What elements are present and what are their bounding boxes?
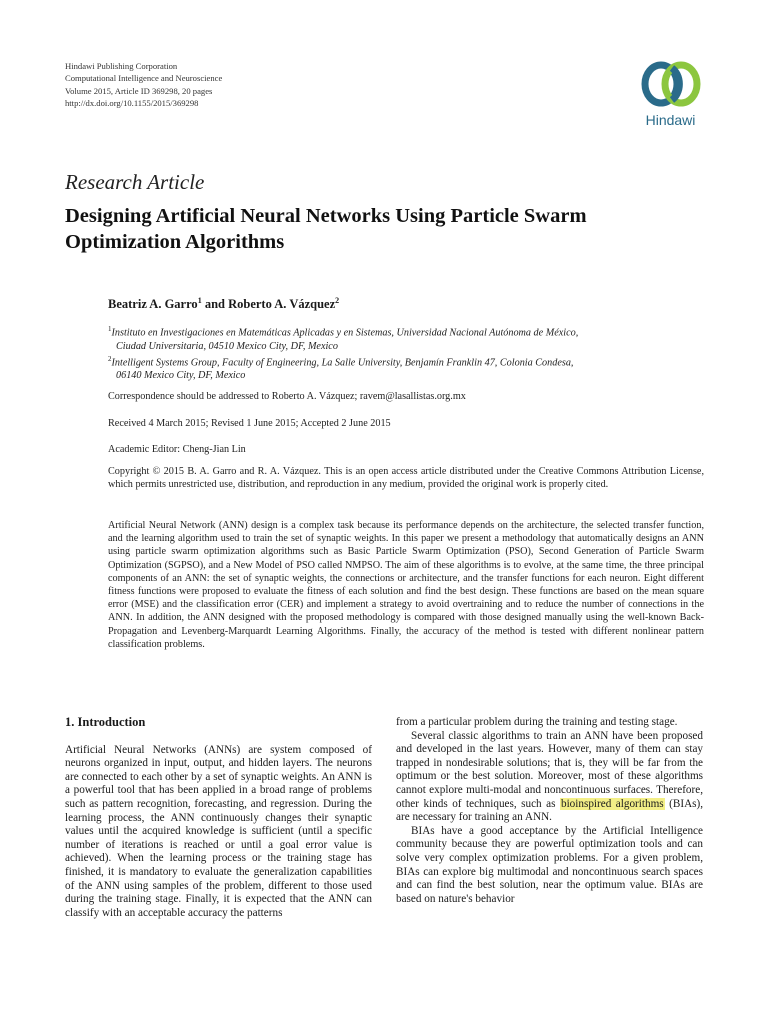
copyright-notice: Copyright © 2015 B. A. Garro and R. A. Vázquez. This is an open access article distributed under the Creative Commons Attribution License, which permits unrestricted use, distribution, and reproduction in any medium, provided the original work is properly cited. <box>108 466 704 491</box>
author-name: Roberto A. Vázquez <box>228 297 336 312</box>
abstract: Artificial Neural Network (ANN) design is a complex task because its performance depends on the architecture, the selected transfer function, and the learning algorithm used to train the set of synaptic weights. In this paper we present a methodology that automatically designs an ANN using particle swarm optimization algorithms such as Basic Particle Swarm Optimization (PSO), Second Generation of Particle Swarm Optimization (SGPSO), and a New Model of PSO called NMPSO. The aim of these algorithms is to evolve, at the same time, the three principal components of an ANN: the set of synaptic weights, the connections or architecture, and the transfer functions for each neuron. Eight different fitness functions were proposed to evaluate the fitness of each solution and find the best design. These functions are based on the mean square error (MSE) and the classification error (CER) and implement a strategy to avoid overtraining and to reduce the number of connections in the ANN. In addition, the ANN designed with the proposed methodology is compared with those designed manually using the well-known Back-Propagation and Levenberg-Marquardt Learning Algorithms. Finally, the accuracy of the method is tested with different nonlinear pattern classification problems. <box>108 520 704 650</box>
author-name: Beatriz A. Garro <box>108 297 198 312</box>
author-list <box>108 296 339 312</box>
body-column-right <box>396 716 703 906</box>
hindawi-logo <box>633 60 708 132</box>
body-paragraph: from a particular problem during the training and testing stage. <box>396 716 678 728</box>
affiliation-line: $^1$Instituto en Investigaciones en Matemáticas Aplicadas y en Sistemas, Universidad Nacional Autónoma de México, <box>108 325 579 339</box>
section-heading: 1. Introduction <box>65 715 146 729</box>
journal-name: Computational Intelligence and Neuroscience <box>65 73 223 84</box>
correspondence: Correspondence should be addressed to Roberto A. Vázquez; ravem@lasallistas.org.mx <box>108 391 466 402</box>
logo-text: Hindawi <box>645 112 696 128</box>
author-affiliation-marker: 2 <box>335 296 340 305</box>
affiliation-line: Ciudad Universitaria, 04510 Mexico City, DF, Mexico <box>116 340 338 352</box>
publisher-name: Hindawi Publishing Corporation <box>65 61 178 71</box>
academic-editor: Academic Editor: Cheng-Jian Lin <box>108 444 246 455</box>
hindawi-rings-icon <box>639 60 703 110</box>
received-dates: Received 4 March 2015; Revised 1 June 2015; Accepted 2 June 2015 <box>108 418 391 429</box>
body-column-left <box>65 716 372 920</box>
affiliation-line: 06140 Mexico City, DF, Mexico <box>116 370 246 382</box>
highlighted-text[interactable]: bioinspired algorithms <box>560 797 664 810</box>
body-paragraph: BIAs have a good acceptance by the Artificial Intelligence community because they are powerful optimization tools and can solve very complex optimization problems. For a given problem, BIAs can explore big multimodal and noncontinuous search spaces and can find the best solution, near the optimum value. BIAs are based on nature's behavior <box>396 824 703 905</box>
affiliations <box>108 323 704 383</box>
article-type: Research Article <box>65 170 205 194</box>
body-paragraph: Artificial Neural Networks (ANNs) are system composed of neurons organized in input, output, and hidden layers. The neurons are connected to each other by a set of synaptic weights. An ANN is a powerful tool that has been applied in a broad range of problems such as pattern recognition, forecasting, and regression. During the learning process, the ANN continuously changes their synaptic values until the acquired knowledge is sufficient (until a specific number of iterations is reached or until a goal error value is achieved). When the learning process or the training stage has finished, it is mandatory to evaluate the generalization capabilities of the ANN using samples of the problem, different to those used during the training stage. Finally, it is expected that the ANN can classify with an acceptable accuracy the patterns <box>65 743 372 919</box>
volume-info: Volume 2015, Article ID 369298, 20 pages <box>65 85 213 96</box>
author-joiner: and <box>204 297 225 312</box>
affiliation-line: $^2$Intelligent Systems Group, Faculty of Engineering, La Salle University, Benjamín Franklin 47, Colonia Condesa, <box>108 354 574 369</box>
paper-title: Designing Artificial Neural Networks Using Particle Swarm Optimization Algorithms <box>65 205 587 253</box>
doi-link[interactable]: http://dx.doi.org/10.1155/2015/369298 <box>65 98 199 109</box>
publication-info <box>65 60 222 110</box>
author-affiliation-marker: 1 <box>197 296 202 305</box>
body-paragraph: Several classic algorithms to train an ANN have been proposed and developed in the last years. However, many of them can stay trapped in nondesirable solutions; that is, they will be far from the optimum or the best solution. Moreover, most of these algorithms cannot explore multi-modal and noncontinuous surfaces. Therefore, other kinds of techniques, such as bioinspired algorithms (BIAs), are necessary for training an ANN. <box>396 729 704 824</box>
